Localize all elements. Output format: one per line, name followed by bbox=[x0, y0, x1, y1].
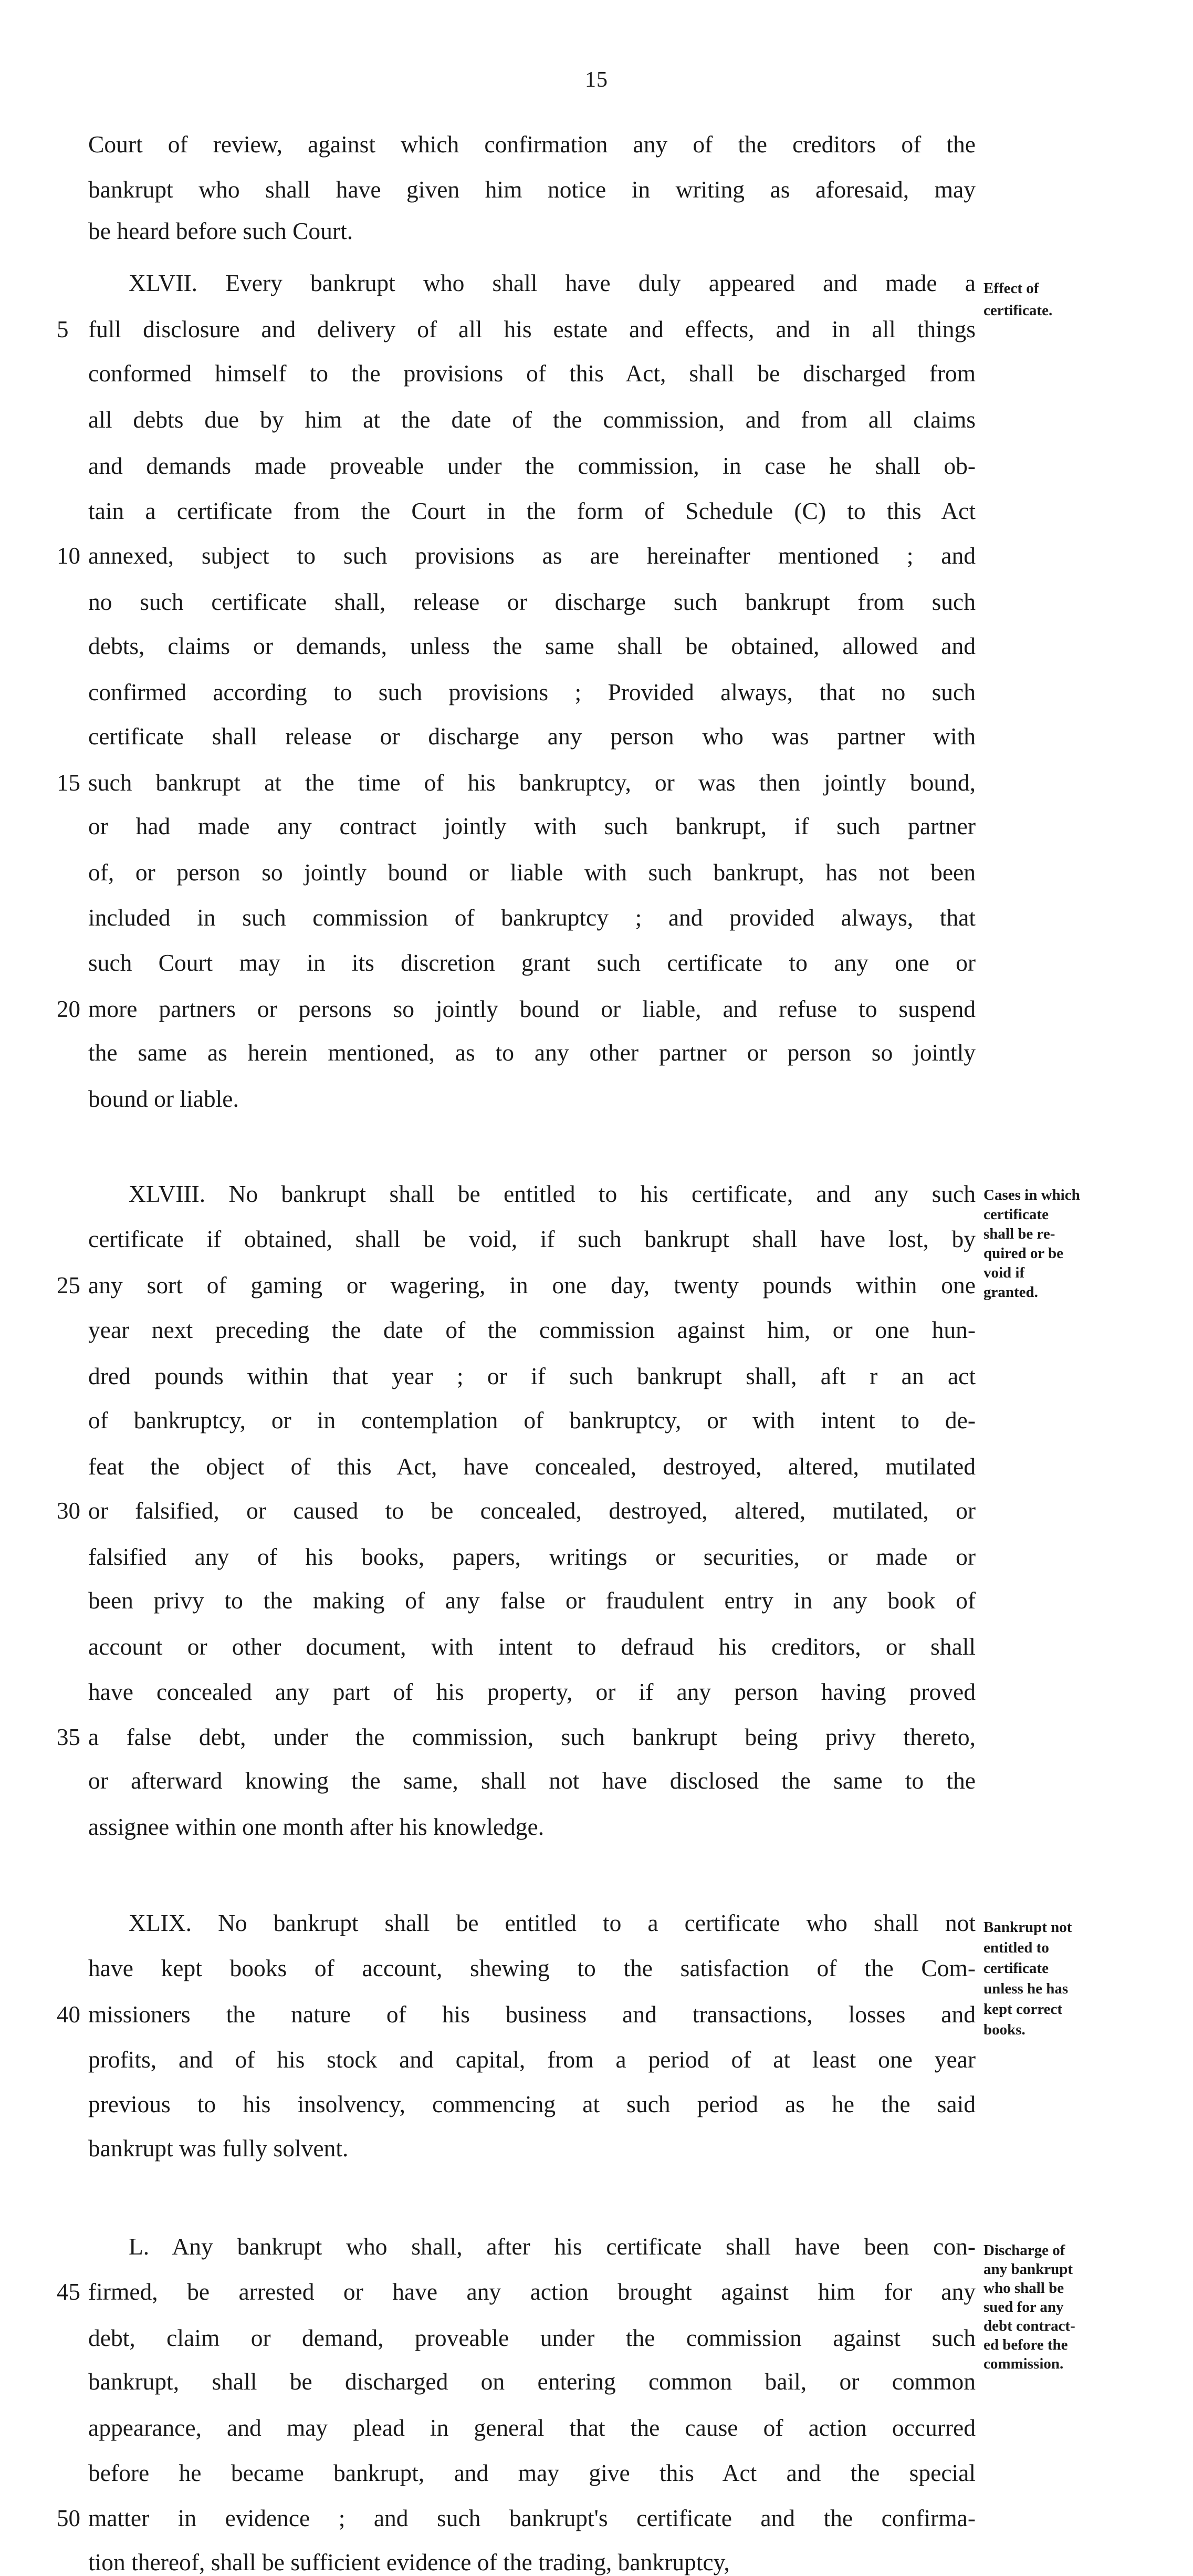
text-line: before he became bankrupt, and may give this Act and the special bbox=[88, 2459, 976, 2486]
text-line: such bankrupt at the time of his bankruptcy, or was then jointly bound, bbox=[88, 769, 976, 796]
text-line: missioners the nature of his business and transactions, losses and bbox=[88, 2001, 976, 2028]
text-line: been privy to the making of any false or fraudulent entry in any book of bbox=[88, 1587, 976, 1614]
page-number: 15 bbox=[585, 68, 608, 92]
margin-note-line: entitled to bbox=[983, 1939, 1049, 1956]
text-line: all debts due by him at the date of the commission, and from all claims bbox=[88, 406, 976, 433]
margin-note-line: ed before the bbox=[983, 2336, 1068, 2353]
line-number: 15 bbox=[57, 770, 80, 796]
text-line: a false debt, under the commission, such bankrupt being privy thereto, bbox=[88, 1723, 976, 1750]
text-line: dred pounds within that year ; or if such bankrupt shall, aft r an act bbox=[88, 1363, 976, 1389]
line-number: 45 bbox=[57, 2279, 80, 2305]
margin-note bbox=[983, 1917, 1141, 2040]
margin-note-line: who shall be bbox=[983, 2280, 1064, 2297]
text-line: no such certificate shall, release or discharge such bankrupt from such bbox=[88, 588, 976, 615]
text-line: bankrupt who shall have given him notice in writing as aforesaid, may bbox=[88, 176, 976, 203]
text-line: or had made any contract jointly with such bankrupt, if such partner bbox=[88, 813, 976, 839]
margin-note-line: Effect of bbox=[983, 280, 1039, 297]
margin-note-line: Discharge of bbox=[983, 2242, 1065, 2259]
margin-note-line: granted. bbox=[983, 1284, 1038, 1301]
text-line: more partners or persons so jointly bound or liable, and refuse to suspend bbox=[88, 995, 976, 1022]
text-line: appearance, and may plead in general that the cause of action occurred bbox=[88, 2414, 976, 2441]
text-line: assignee within one month after his knowledge. bbox=[88, 1813, 545, 1840]
text-line: bankrupt was fully solvent. bbox=[88, 2135, 349, 2162]
text-line: Court of review, against which confirmation any of the creditors of the bbox=[88, 131, 976, 158]
text-line: annexed, subject to such provisions as are hereinafter mentioned ; and bbox=[88, 542, 976, 569]
margin-note-line: certificate bbox=[983, 1960, 1049, 1977]
text-line: debt, claim or demand, proveable under the commission against such bbox=[88, 2324, 976, 2351]
text-line: the same as herein mentioned, as to any other partner or person so jointly bbox=[88, 1039, 976, 1066]
text-line: such Court may in its discretion grant such certificate to any one or bbox=[88, 949, 976, 976]
text-line: tain a certificate from the Court in the form of Schedule (C) to this Act bbox=[88, 497, 976, 524]
margin-note-line: quired or be bbox=[983, 1245, 1064, 1262]
text-line: of bankruptcy, or in contemplation of bankruptcy, or with intent to de- bbox=[88, 1407, 976, 1434]
line-number: 35 bbox=[57, 1724, 80, 1750]
margin-note-line: sued for any bbox=[983, 2299, 1064, 2315]
line-number: 10 bbox=[57, 543, 80, 569]
text-line: conformed himself to the provisions of this Act, shall be discharged from bbox=[88, 360, 976, 387]
margin-note-line: Cases in which bbox=[983, 1187, 1080, 1203]
text-line: L. Any bankrupt who shall, after his certificate shall have been con- bbox=[129, 2233, 976, 2260]
line-number: 40 bbox=[57, 2001, 80, 2028]
text-line: certificate shall release or discharge any person who was partner with bbox=[88, 723, 976, 750]
margin-note-line: commission. bbox=[983, 2355, 1064, 2372]
text-line: bound or liable. bbox=[88, 1085, 239, 1112]
text-line: matter in evidence ; and such bankrupt's certificate and the confirma- bbox=[88, 2505, 976, 2531]
text-line: profits, and of his stock and capital, from a period of at least one year bbox=[88, 2046, 976, 2073]
margin-note-line: kept correct bbox=[983, 2001, 1063, 2018]
line-number: 30 bbox=[57, 1498, 80, 1524]
text-line: year next preceding the date of the commission against him, or one hun- bbox=[88, 1316, 976, 1343]
margin-note bbox=[983, 1186, 1141, 1302]
text-line: full disclosure and delivery of all his estate and effects, and in all things bbox=[88, 316, 976, 342]
margin-note-line: any bankrupt bbox=[983, 2261, 1073, 2278]
margin-note-line: certificate. bbox=[983, 302, 1053, 319]
text-line: XLVIII. No bankrupt shall be entitled to his certificate, and any such bbox=[129, 1180, 976, 1207]
text-line: previous to his insolvency, commencing at such period as he the said bbox=[88, 2091, 976, 2117]
text-line: tion thereof, shall be sufficient evidence of the trading, bankruptcy, bbox=[88, 2549, 730, 2575]
margin-note-line: unless he has bbox=[983, 1980, 1069, 1997]
line-number: 50 bbox=[57, 2505, 80, 2531]
text-line: XLVII. Every bankrupt who shall have duly appeared and made a bbox=[129, 269, 976, 296]
margin-note-line: certificate bbox=[983, 1206, 1049, 1223]
text-line: be heard before such Court. bbox=[88, 217, 353, 244]
text-line: of, or person so jointly bound or liable with such bankrupt, has not been bbox=[88, 859, 976, 886]
text-line: XLIX. No bankrupt shall be entitled to a certificate who shall not bbox=[129, 1909, 976, 1936]
line-number: 25 bbox=[57, 1272, 80, 1299]
text-line: and demands made proveable under the commission, in case he shall ob- bbox=[88, 452, 976, 479]
text-line: have kept books of account, shewing to the satisfaction of the Com- bbox=[88, 1955, 976, 1981]
margin-note bbox=[983, 277, 1141, 321]
text-line: or afterward knowing the same, shall not have disclosed the same to the bbox=[88, 1767, 976, 1794]
text-line: debts, claims or demands, unless the same shall be obtained, allowed and bbox=[88, 632, 976, 659]
margin-note-line: void if bbox=[983, 1264, 1025, 1281]
margin-note bbox=[983, 2241, 1141, 2373]
text-line: included in such commission of bankruptcy ; and provided always, that bbox=[88, 904, 976, 931]
text-line: certificate if obtained, shall be void, if such bankrupt shall have lost, by bbox=[88, 1225, 976, 1252]
text-line: any sort of gaming or wagering, in one day, twenty pounds within one bbox=[88, 1272, 976, 1299]
text-line: or falsified, or caused to be concealed, destroyed, altered, mutilated, or bbox=[88, 1497, 976, 1524]
line-number: 5 bbox=[57, 316, 69, 342]
text-line: firmed, be arrested or have any action brought against him for any bbox=[88, 2278, 976, 2305]
text-line: account or other document, with intent to defraud his creditors, or shall bbox=[88, 1633, 976, 1660]
text-line: confirmed according to such provisions ; Provided always, that no such bbox=[88, 679, 976, 705]
text-line: feat the object of this Act, have concealed, destroyed, altered, mutilated bbox=[88, 1453, 976, 1480]
margin-note-line: books. bbox=[983, 2021, 1025, 2038]
line-number: 20 bbox=[57, 996, 80, 1022]
margin-note-line: Bankrupt not bbox=[983, 1919, 1072, 1936]
margin-note-line: shall be re- bbox=[983, 1225, 1055, 1242]
text-line: bankrupt, shall be discharged on entering common bail, or common bbox=[88, 2368, 976, 2395]
margin-note-line: debt contract- bbox=[983, 2318, 1075, 2334]
text-line: falsified any of his books, papers, writings or securities, or made or bbox=[88, 1543, 976, 1570]
text-line: have concealed any part of his property, or if any person having proved bbox=[88, 1678, 976, 1705]
